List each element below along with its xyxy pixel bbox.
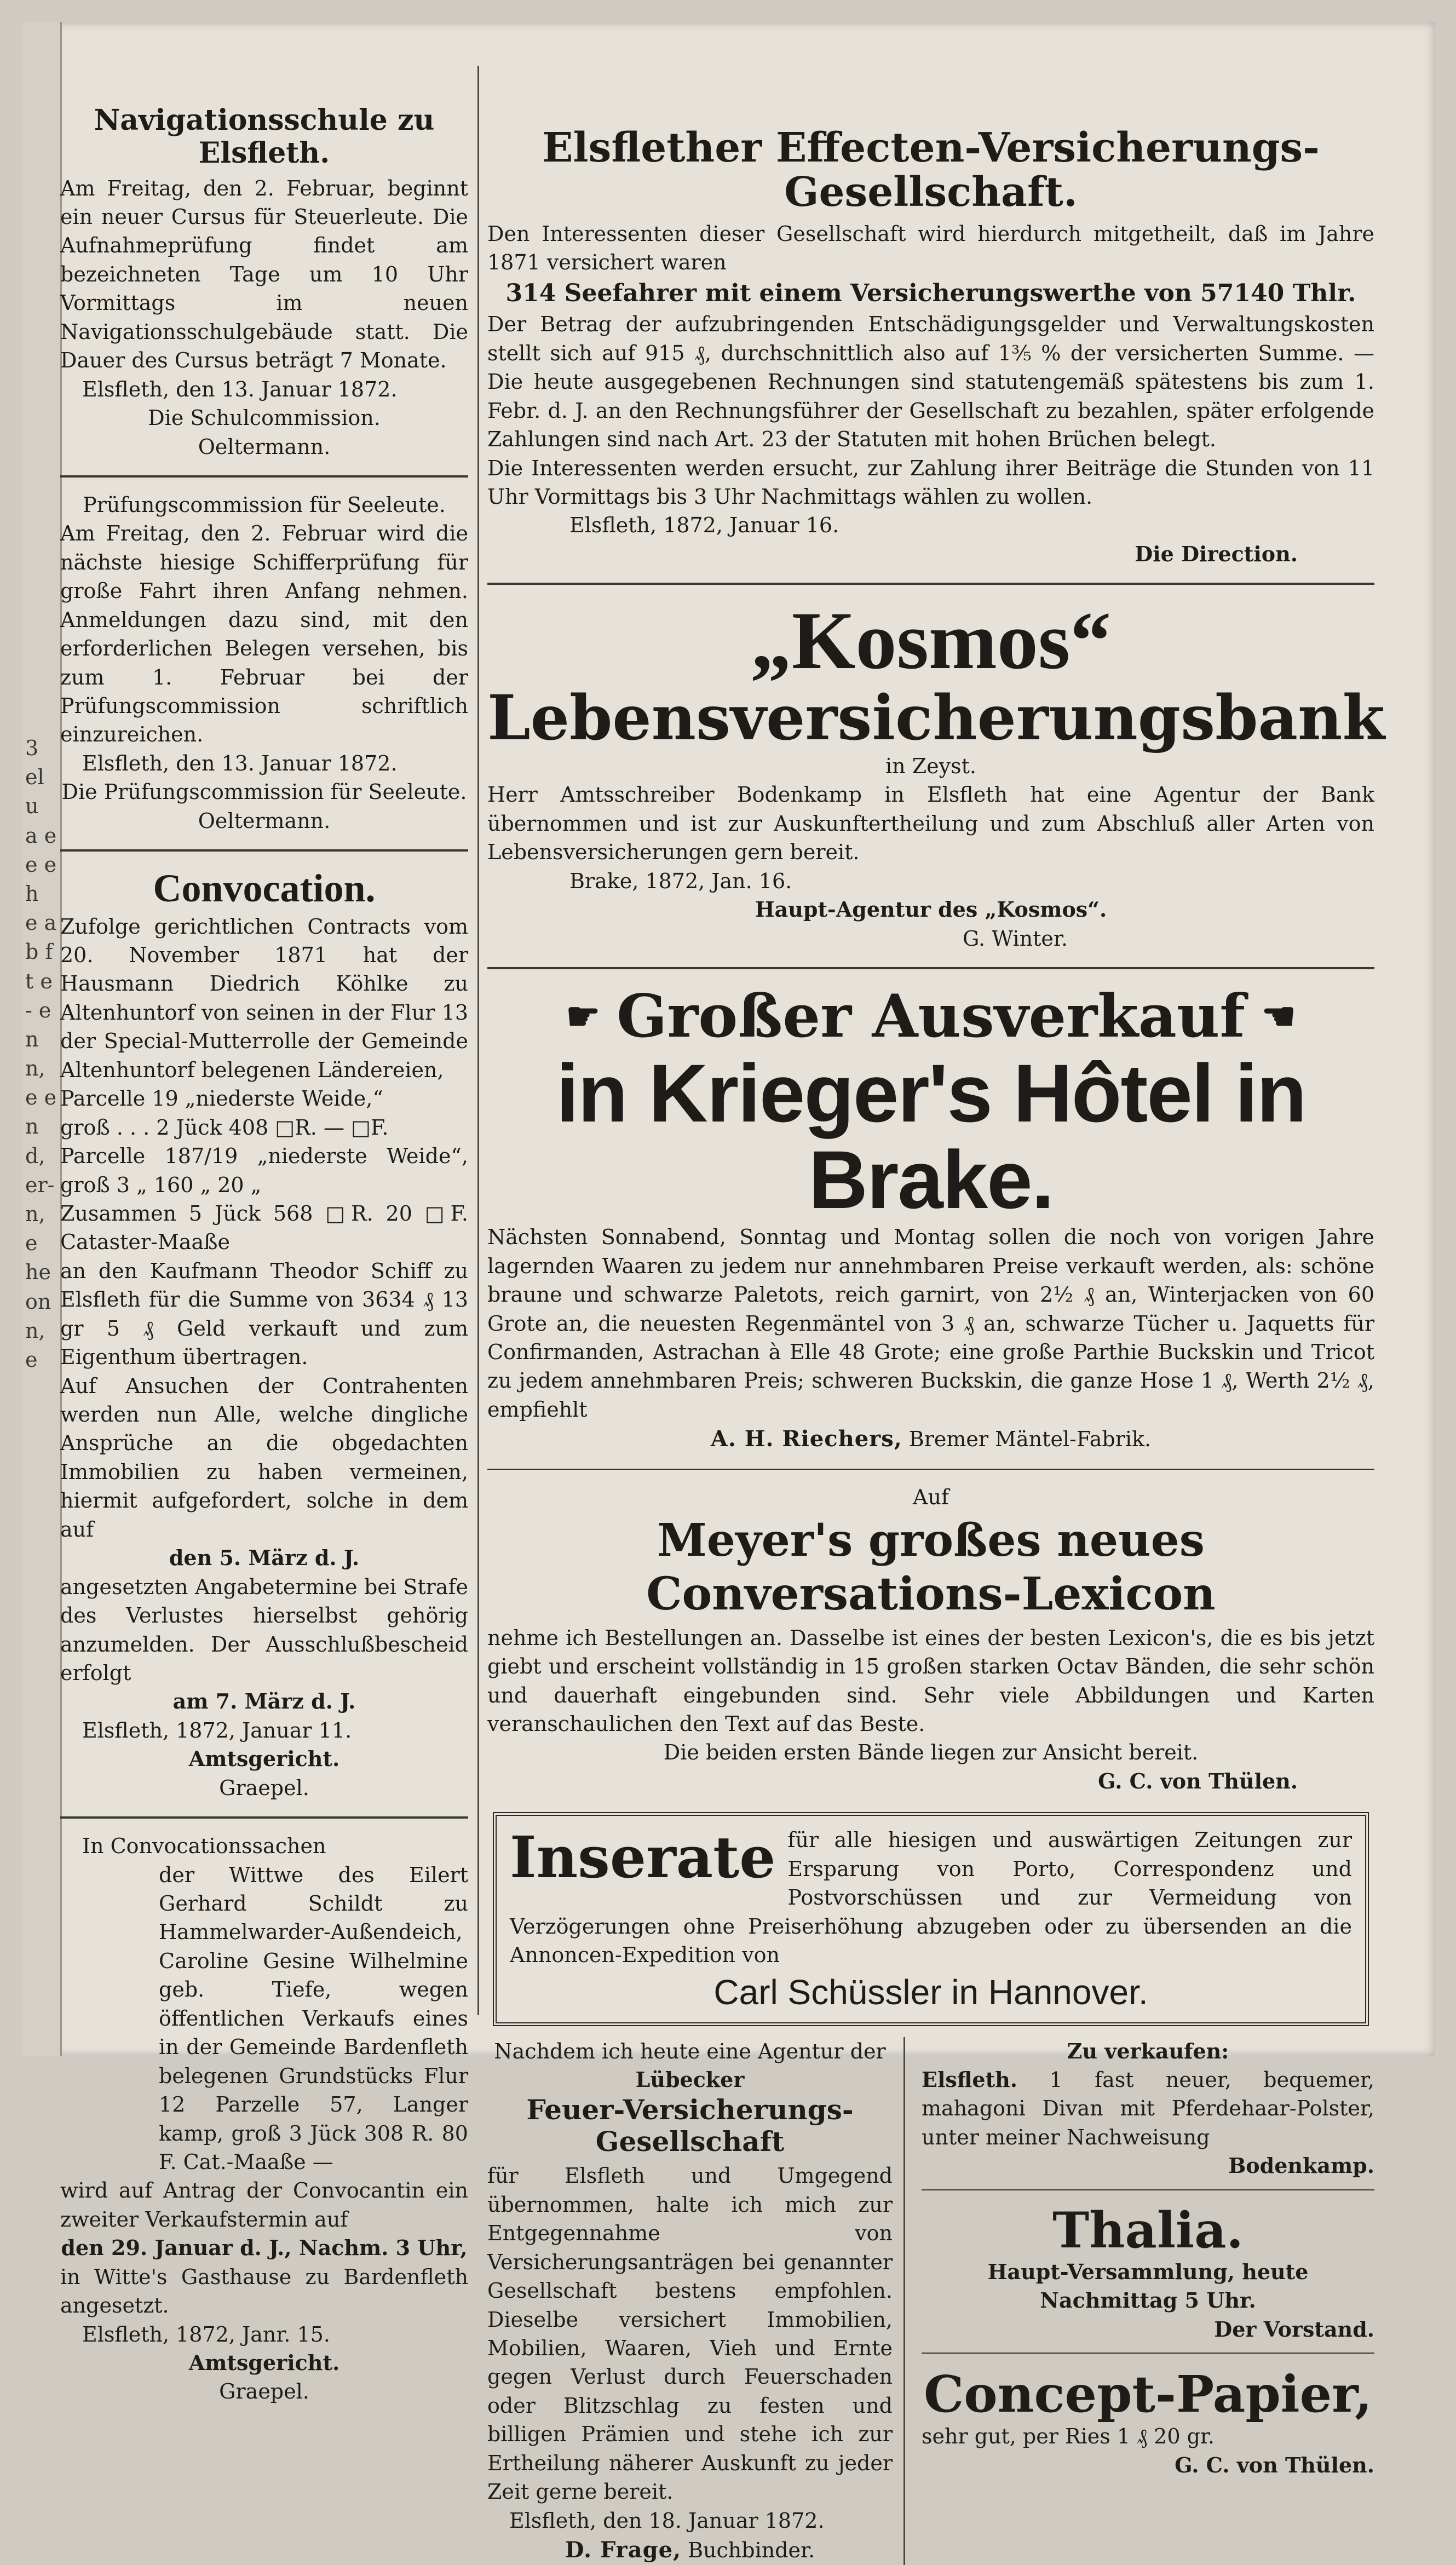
ad-signature: Bodenkamp. <box>1228 2153 1374 2178</box>
ad-org: Die Schulcommission. <box>148 406 381 430</box>
ad-body: sehr gut, per Ries 1 ₰ 20 gr. <box>922 2424 1215 2449</box>
parcel-total: Zusammen 5 Jück 568 □R. 20 □F. Cataster-Maaße <box>60 1201 468 1255</box>
ad-body: Der Betrag der aufzubringenden Entschädigungsgelder und Verwaltungskosten stellt sich auf 915 ₰, durchschnittlich also auf 1³⁄₅ % der versicherten Summe. — Die heute ausgegebenen Rechnungen sind statutengemäß spätestens bis zum 1. Febr. d. J. an den Rechnungsführer der Gesellschaft zu bezahlen, später erfolgende Zahlungen sind nach Art. 23 der Statuten mit hohen Brüchen belegt. <box>487 312 1374 452</box>
ad-convocationssachen <box>60 1832 468 2412</box>
ad-signature: Der Vorstand. <box>1214 2316 1374 2342</box>
ad-date: Elsfleth, 1872, Januar 11. <box>82 1718 352 1742</box>
ad-body: Haupt-Versammlung, heute Nachmittag 5 Uhr. <box>987 2259 1309 2313</box>
strip-text: 3 el u a e e e h e ab ft e- en n, e e nd, er- n, e he on n, e <box>25 736 57 1372</box>
ad-org: Amtsgericht. <box>188 2350 340 2376</box>
ad-title: Prüfungscommission für Seeleute. <box>83 492 446 517</box>
ad-body: Zufolge gerichtlichen Contracts vom 20. November 1871 hat der Hausmann Diedrich Köhlke zu Altenhuntorf von seinen in der Flur 13 der Special-Mutterrolle der Gemeinde Altenhuntorf belegenen Ländereien, <box>60 914 468 1082</box>
ad-body: wird auf Antrag der Convocantin ein zweiter Verkaufstermin auf <box>60 2178 468 2232</box>
ad-body: Auf Ansuchen der Contrahenten werden nun Alle, welche dingliche Ansprüche an die obgedachten Immobilien zu haben vermeinen, hiermit aufgefordert, solche in dem auf <box>60 1373 468 1542</box>
ad-body: Am Freitag, den 2. Februar wird die nächste hiesige Schifferprüfung für große Fahrt ihren Anfang nehmen. Anmeldungen dazu sind, mit den erforderlichen Belegen versehen, bis zum 1. Februar bei der Prüfungscommission schriftlich einzureichen. <box>60 521 468 747</box>
pointing-hand-right-icon: ☛ <box>566 993 601 1039</box>
ad-company-name: Lübecker <box>635 2067 745 2092</box>
ad-pruefungscommission <box>60 491 468 841</box>
parcel-row: groß . . . 2 Jück 408 □R. — □F. <box>60 1115 389 1140</box>
ad-luebecker <box>487 2037 905 2565</box>
ad-subtitle: Lebensversicherungsbank <box>487 682 1385 754</box>
ad-intro: Nachdem ich heute eine Agentur der <box>494 2039 886 2063</box>
ad-title: Concept-Papier, <box>924 2365 1372 2424</box>
ad-meyer-lexicon <box>487 1483 1374 1802</box>
ad-title: Navigationsschule zu Elsfleth. <box>94 103 435 170</box>
ad-date: Brake, 1872, Jan. 16. <box>569 869 792 893</box>
ad-body: in Witte's Gasthause zu Bardenfleth angesetzt. <box>60 2264 468 2318</box>
ad-body: Herr Amtsschreiber Bodenkamp in Elsfleth hat eine Agentur der Bank übernommen und ist zur Auskunftertheilung und zum Abschluß aller Arten von Lebensversicherungen gern bereit. <box>487 783 1374 865</box>
ad-body: Nächsten Sonnabend, Sonntag und Montag sollen die noch von vorigen Jahre lagernden Waaren zu jedem nur annehmbaren Preise verkauft werden, als: schöne braune und schwarze Paletots, reich garnirt, von 2½ ₰ an, Winterjacken von 60 Grote an, die neuesten Regenmäntel von 3 ₰ an, schwarze Tücher u. Jaquetts für Confirmanden, Astrachan à Elle 48 Grote; eine große Parthie Buckskin und Tricot zu jedem annehmbaren Preis; schweren Buckskin, die ganze Hose 1 ₰, Werth 2½ ₰, empfiehlt <box>487 1225 1374 1422</box>
right-column <box>487 124 1385 2565</box>
ad-zu-verkaufen <box>922 2037 1374 2181</box>
ad-kosmos <box>487 595 1385 958</box>
ad-signature: Graepel. <box>219 1775 309 1800</box>
ad-convocation <box>60 865 468 1808</box>
ad-title-row <box>487 982 1374 1050</box>
ad-effecten-versicherung <box>487 126 1374 574</box>
ad-title: Zu verkaufen: <box>1067 2038 1229 2063</box>
ad-signature: G. C. von Thülen. <box>1098 1768 1298 1793</box>
ad-body-row <box>922 2066 1374 2152</box>
left-column <box>60 104 468 2412</box>
ad-navigationsschule <box>60 104 468 467</box>
ad-signature: Oeltermann. <box>198 434 331 459</box>
divider <box>487 967 1374 969</box>
parcel-row: Parcelle 19 „niederste Weide,“ <box>60 1086 383 1111</box>
ad-highlight: 314 Seefahrer mit einem Versicherungswerthe von 57140 Thlr. <box>505 279 1356 307</box>
ad-body: Den Interessenten dieser Gesellschaft wird hierdurch mitgetheilt, daß im Jahre 1871 versichert waren <box>487 221 1374 275</box>
ad-signature-sub: Buchbinder. <box>688 2538 815 2563</box>
ad-thalia <box>922 2201 1374 2344</box>
ad-body: Am Freitag, den 2. Februar, beginnt ein neuer Cursus für Steuerleute. Die Aufnahmeprüfung findet am bezeichneten Tage um 10 Uhr Vormittags im neuen Navigationsschulgebäude statt. Die Dauer des Cursus beträgt 7 Monate. <box>60 176 468 373</box>
ad-signature: Oeltermann. <box>198 808 331 833</box>
ad-title: Großer Ausverkauf <box>617 982 1245 1051</box>
parcel-row: Parcelle 187/19 „niederste Weide“, groß 3 „ 160 „ 20 „ <box>60 1144 468 1197</box>
bottom-ads <box>487 2037 1374 2565</box>
ad-signature: Die Direction. <box>1135 541 1298 566</box>
ad-title: Elsflether Effecten-Versicherungs-Gesellschaft. <box>542 124 1320 216</box>
ad-body: an den Kaufmann Theodor Schiff zu Elsfleth für die Summe von 3634 ₰ 13 gr 5 ₰ Geld verkauft und zum Eigenthum übertragen. <box>60 1258 468 1370</box>
adjacent-page-strip <box>22 22 62 2056</box>
divider <box>922 2353 1374 2354</box>
ad-signature: D. Frage, <box>565 2537 682 2563</box>
ad-body: für alle hiesigen und auswärtigen Zeitungen zur Ersparung von Porto, Correspondenz und Postvorschüssen und zur Vermeidung von Verzögerungen ohne Preiserhöhung abzugeben oder zu übersenden an die Annoncen-Expedition von <box>510 1828 1352 1968</box>
ad-signature-row <box>487 1424 1374 1454</box>
ad-signature-row <box>487 2535 893 2565</box>
divider <box>60 849 468 852</box>
ad-title: Meyer's großes neues Conversations-Lexicon <box>646 1514 1216 1621</box>
ad-date: Elsfleth, 1872, Januar 16. <box>569 513 839 538</box>
ad-org: Amtsgericht. <box>188 1746 340 1772</box>
ad-body: für Elsfleth und Umgegend übernommen, halte ich mich zur Entgegennahme von Versicherungsanträgen bei genannter Gesellschaft bestens empfohlen. Dieselbe versichert Immobilien, Mobilien, Waaren, Vieh und Ernte gegen Verlust durch Feuerschaden oder Blitzschlag zu festen und billigen Prämien und stehe ich zur Ertheilung näherer Auskunft zu jeder Zeit gerne bereit. <box>487 2164 893 2504</box>
ad-intro: In Convocationssachen <box>82 1834 326 1859</box>
ad-signature-sub: Bremer Mäntel-Fabrik. <box>908 1427 1152 1452</box>
ad-date: Elsfleth, den 18. Januar 1872. <box>509 2508 825 2533</box>
ad-date: Elsfleth, den 13. Januar 1872. <box>82 377 398 401</box>
pointing-hand-left-icon: ☚ <box>1261 993 1296 1039</box>
ad-title: „Kosmos“ <box>750 595 1112 687</box>
ad-org: Die Prüfungscommission für Seeleute. <box>61 780 467 804</box>
ad-pre: Auf <box>913 1485 949 1509</box>
ad-concept-papier <box>922 2367 1374 2480</box>
ad-column-right <box>922 2037 1374 2565</box>
ad-term: am 7. März d. J. <box>172 1689 356 1714</box>
ad-place: in Zeyst. <box>885 754 976 778</box>
ad-signature: G. C. von Thülen. <box>1175 2452 1374 2477</box>
ad-signature: Graepel. <box>219 2379 309 2404</box>
ad-body: nehme ich Bestellungen an. Dasselbe ist eines der besten Lexicon's, die es bis jetzt giebt und erscheint vollständig in 15 großen starken Octav Bänden, die sehr schön und dauerhaft eingebunden sind. Sehr viele Abbildungen und Karten veranschaulichen den Text auf das Beste. <box>487 1625 1374 1736</box>
ad-body: Die Interessenten werden ersucht, zur Zahlung ihrer Beiträge die Stunden von 11 Uhr Vormittags bis 3 Uhr Nachmittags wählen zu wollen. <box>487 456 1374 509</box>
ad-title: Feuer-Versicherungs-Gesellschaft <box>526 2094 854 2158</box>
ad-company: Carl Schüssler in Hannover. <box>713 1972 1148 2012</box>
divider <box>487 583 1374 585</box>
ad-title: Inserate <box>510 1824 776 1891</box>
ad-term: den 29. Januar d. J., Nachm. 3 Uhr, <box>61 2235 468 2261</box>
column-divider <box>477 66 479 2015</box>
ad-ausverkauf <box>487 982 1374 1459</box>
ad-agent: Haupt-Agentur des „Kosmos“. <box>755 897 1107 922</box>
ad-body: angesetzten Angabetermine bei Strafe des Verlustes hierselbst gehörig anzumelden. Der Ausschlußbescheid erfolgt <box>60 1574 468 1685</box>
ad-place: Elsfleth. <box>922 2067 1018 2092</box>
divider <box>487 1469 1374 1470</box>
divider <box>922 2189 1374 2190</box>
divider <box>60 1816 468 1819</box>
ad-signature: A. H. Riechers, <box>710 1426 902 1452</box>
ad-signature: G. Winter. <box>962 926 1068 951</box>
ad-title: Thalia. <box>1052 2201 1244 2259</box>
ad-body: 1 fast neuer, bequemer, mahagoni Divan mit Pferdehaar-Polster, unter meiner Nachweisung <box>922 2067 1374 2149</box>
ad-body: der Wittwe des Eilert Gerhard Schildt zu Hammelwarder-Außendeich, Caroline Gesine Wilhelmine geb. Tiefe, wegen öffentlichen Verkaufs eines in der Gemeinde Bardenfleth belegenen Grundstücks Flur 12 Parzelle 57, Langer kamp, groß 3 Jück 308 R. 80 F. Cat.-Maaße — <box>159 1862 468 2174</box>
ad-term: den 5. März d. J. <box>169 1545 360 1571</box>
divider <box>60 475 468 478</box>
ad-date: Elsfleth, den 13. Januar 1872. <box>82 751 398 775</box>
ad-date: Elsfleth, 1872, Janr. 15. <box>82 2322 330 2347</box>
ad-body: Die beiden ersten Bände liegen zur Ansicht bereit. <box>663 1740 1199 1765</box>
ad-title: Convocation. <box>153 866 376 911</box>
ad-inserate-box <box>493 1812 1369 2026</box>
ad-subtitle: in Krieger's Hôtel in Brake. <box>556 1047 1306 1226</box>
